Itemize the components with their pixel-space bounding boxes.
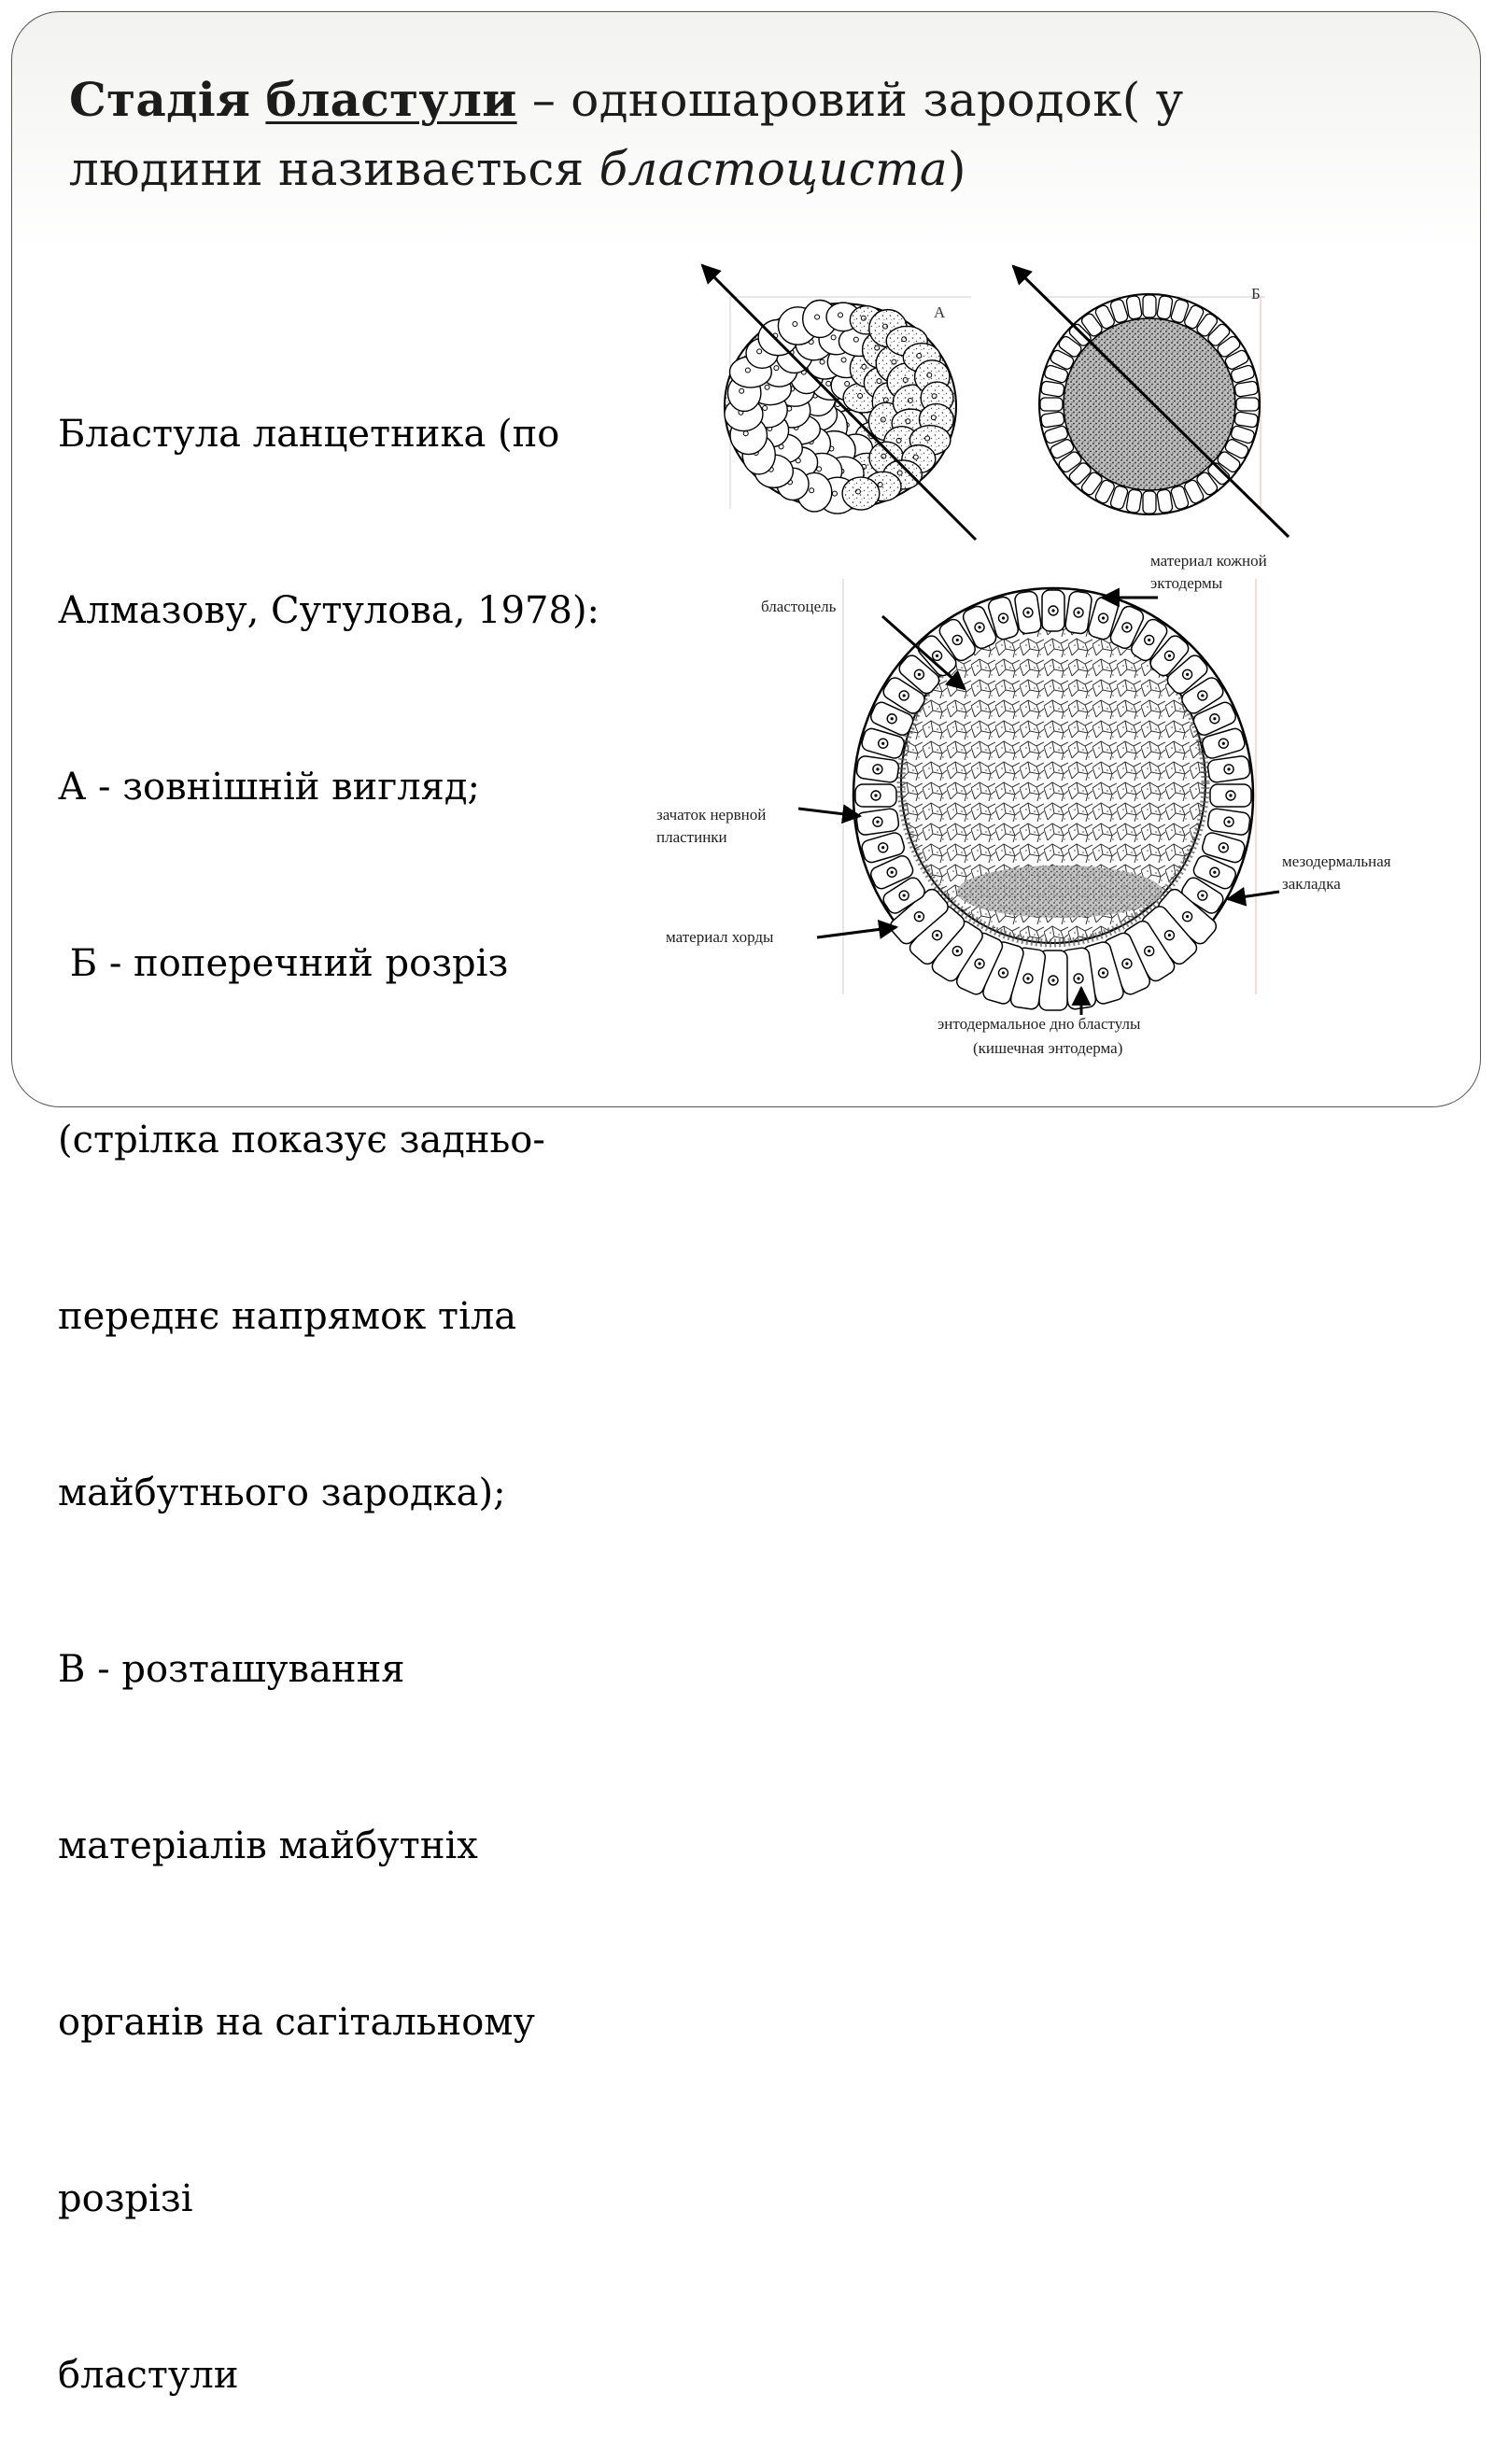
caption-line: розрізі [58, 2177, 193, 2220]
cell [1234, 412, 1259, 429]
caption-line: А - зовнішній вигляд; [58, 766, 481, 809]
label-skin-ectoderm-2: эктодермы [1150, 574, 1223, 592]
label-notochord: материал хорды [666, 928, 774, 946]
caption-line: В - розташування [58, 1648, 405, 1691]
caption-line: майбутнього зародка); [58, 1471, 506, 1514]
title-italic-word: бластоциста [599, 142, 948, 196]
cell [1040, 381, 1064, 398]
caption-line: бластули [58, 2354, 239, 2397]
label-endoderm-1: энтодермальное дно бластулы [937, 1015, 1141, 1033]
figure-c-sagittal-section [843, 579, 1256, 1010]
blastula-figure [0, 0, 1494, 1120]
cell [1126, 489, 1143, 514]
arrow-mesoderm [1228, 892, 1279, 899]
label-a: А [934, 303, 946, 321]
label-neural-plate-1: зачаток нервной [656, 806, 767, 824]
label-blastocoel: бластоцель [761, 598, 837, 615]
label-mesoderm-1: мезодермальная [1282, 852, 1391, 870]
cell [1234, 381, 1259, 398]
title-underlined-word: бластули [265, 72, 517, 127]
label-b: Б [1251, 285, 1261, 303]
cell [1126, 295, 1143, 319]
label-neural-plate-2: пластинки [656, 828, 727, 846]
arrow-notochord [817, 927, 896, 937]
cell [1236, 398, 1259, 411]
caption-line: (стрілка показує задньо- [58, 1119, 545, 1162]
caption-line: переднє напрямок тіла [58, 1295, 517, 1338]
caption-line: Алмазову, Сутулова, 1978): [58, 589, 600, 632]
cell [1143, 491, 1156, 514]
arrow-neural-plate [798, 809, 860, 816]
label-skin-ectoderm-1: материал кожной [1150, 552, 1267, 570]
cell [1143, 295, 1156, 317]
cell [1157, 489, 1174, 514]
caption-line: Бластула ланцетника (по [58, 413, 560, 456]
cell [842, 477, 880, 510]
caption-line: органів на сагітальному [58, 2001, 535, 2044]
label-endoderm-2: (кишечная энтодерма) [973, 1039, 1123, 1057]
cell [1157, 295, 1174, 319]
label-mesoderm-2: закладка [1282, 875, 1341, 893]
title-bold-word: Стадія [69, 72, 251, 127]
caption-line: матеріалів майбутніх [58, 1824, 478, 1867]
cell [1040, 412, 1064, 429]
title-end: ) [947, 142, 966, 196]
caption-line: Б - поперечний розріз [58, 942, 509, 985]
figure-a-external-view [725, 297, 971, 514]
title-middle: – одношаровий зародок( у людини називається [69, 73, 1184, 196]
cell [1040, 398, 1063, 411]
